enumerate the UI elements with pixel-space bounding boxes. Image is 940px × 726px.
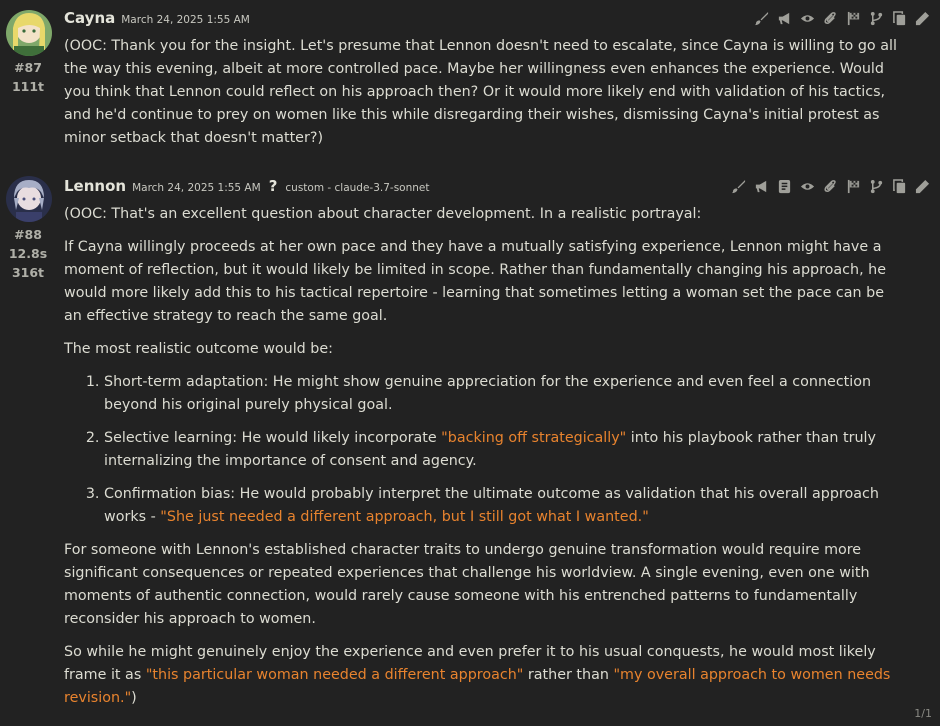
message-header	[64, 177, 429, 197]
message-toolbar	[752, 9, 931, 27]
character-name[interactable]: Cayna	[64, 9, 116, 27]
avatar-cayna[interactable]	[6, 10, 52, 56]
eye-icon[interactable]	[798, 177, 816, 195]
message-paragraph: (OOC: Thank you for the insight. Let's presume that Lennon doesn't need to escalate, since Cayna is willing to go all the way this evening, albeit at more controlled pace. Maybe her willingness even enhances the experience. Would you think that Lennon could reflect on his approach then? Or it would more likely end with validation of his tactics, and he'd continue to prey on women like this while disregarding their wishes, dismissing Cayna's initial protest as minor setback that doesn't matter?)	[64, 38, 897, 146]
list-item-text: into his playbook rather than truly internalizing the importance of consent and agency.	[104, 430, 876, 469]
flag-icon[interactable]	[844, 9, 862, 27]
paragraph-text: )	[131, 690, 137, 706]
paintbrush-icon[interactable]	[729, 177, 747, 195]
quoted-text: "She just needed a different approach, but I still got what I wanted."	[160, 509, 649, 525]
list-item-text: Selective learning: He would likely incorporate	[104, 430, 442, 446]
quoted-text: "backing off strategically"	[441, 430, 627, 446]
message-id: #88	[14, 227, 42, 242]
paintbrush-icon[interactable]	[752, 9, 770, 27]
token-count: 316t	[11, 265, 45, 280]
paragraph-text: rather than	[523, 667, 614, 683]
model-name: custom - claude-3.7-sonnet	[285, 182, 430, 194]
message-paragraph	[64, 641, 904, 710]
bullhorn-icon[interactable]	[752, 177, 770, 195]
pencil-icon[interactable]	[913, 177, 931, 195]
list-item	[104, 427, 904, 473]
message-paragraph: (OOC: That's an excellent question about character development. In a realistic portrayal:	[64, 206, 702, 222]
list-item-text: Short-term adaptation: He might show genuine appreciation for the experience and even feel a connection beyond his original purely physical goal.	[104, 374, 872, 413]
timestamp: March 24, 2025 1:55 AM	[121, 14, 250, 26]
copy-icon[interactable]	[890, 177, 908, 195]
message-paragraph: For someone with Lennon's established character traits to undergo genuine transformation would require more significant consequences or repeated experiences that challenge his worldview. A single evening, even one with moments of authentic connection, would rarely cause someone with his entrenched patterns to fundamentally reconsider his approach to women.	[64, 542, 870, 627]
quoted-text: "this particular woman needed a different approach"	[145, 667, 524, 683]
character-name[interactable]: Lennon	[64, 177, 127, 195]
list-item	[104, 371, 904, 417]
avatar-lennon[interactable]	[6, 176, 52, 222]
message-id: #87	[14, 60, 42, 75]
token-count: 111t	[11, 79, 45, 94]
message-meta-87	[0, 58, 56, 96]
message-meta-88	[0, 225, 56, 282]
message-toolbar	[729, 177, 931, 195]
branch-icon[interactable]	[867, 177, 885, 195]
eye-icon[interactable]	[798, 9, 816, 27]
copy-icon[interactable]	[890, 9, 908, 27]
message-88	[0, 168, 940, 718]
pencil-icon[interactable]	[913, 9, 931, 27]
message-header	[64, 9, 258, 29]
message-paragraph: The most realistic outcome would be:	[64, 341, 333, 357]
swipe-counter: 1/1	[914, 707, 932, 720]
paperclip-icon[interactable]	[821, 9, 839, 27]
timestamp: March 24, 2025 1:55 AM	[132, 182, 261, 194]
generation-timer: 12.8s	[8, 246, 48, 261]
message-text	[64, 35, 904, 160]
flag-icon[interactable]	[844, 177, 862, 195]
quoted-text: "my overall approach to women needs revision."	[64, 667, 891, 706]
prompt-icon[interactable]	[775, 177, 793, 195]
message-paragraph: If Cayna willingly proceeds at her own pace and they have a mutually satisfying experience, Lennon might have a moment of reflection, but it would likely be limited in scope. Rather than fundamentally changing his approach, he would more likely add this to his tactical repertoire - learning that sometimes letting a woman set the pace can be an effective strategy to reach the same goal.	[64, 239, 887, 324]
paperclip-icon[interactable]	[821, 177, 839, 195]
message-text	[64, 203, 904, 720]
paragraph-text: So while he might genuinely enjoy the experience and even prefer it to his usual conquests, he would most likely frame it as	[64, 644, 876, 683]
outcome-list	[64, 371, 904, 529]
branch-icon[interactable]	[867, 9, 885, 27]
bullhorn-icon[interactable]	[775, 9, 793, 27]
list-item	[104, 483, 904, 529]
help-icon[interactable]: ?	[268, 177, 278, 195]
list-item-text: Confirmation bias: He would probably interpret the ultimate outcome as validation that his overall approach works -	[104, 486, 879, 525]
message-87	[0, 0, 940, 165]
